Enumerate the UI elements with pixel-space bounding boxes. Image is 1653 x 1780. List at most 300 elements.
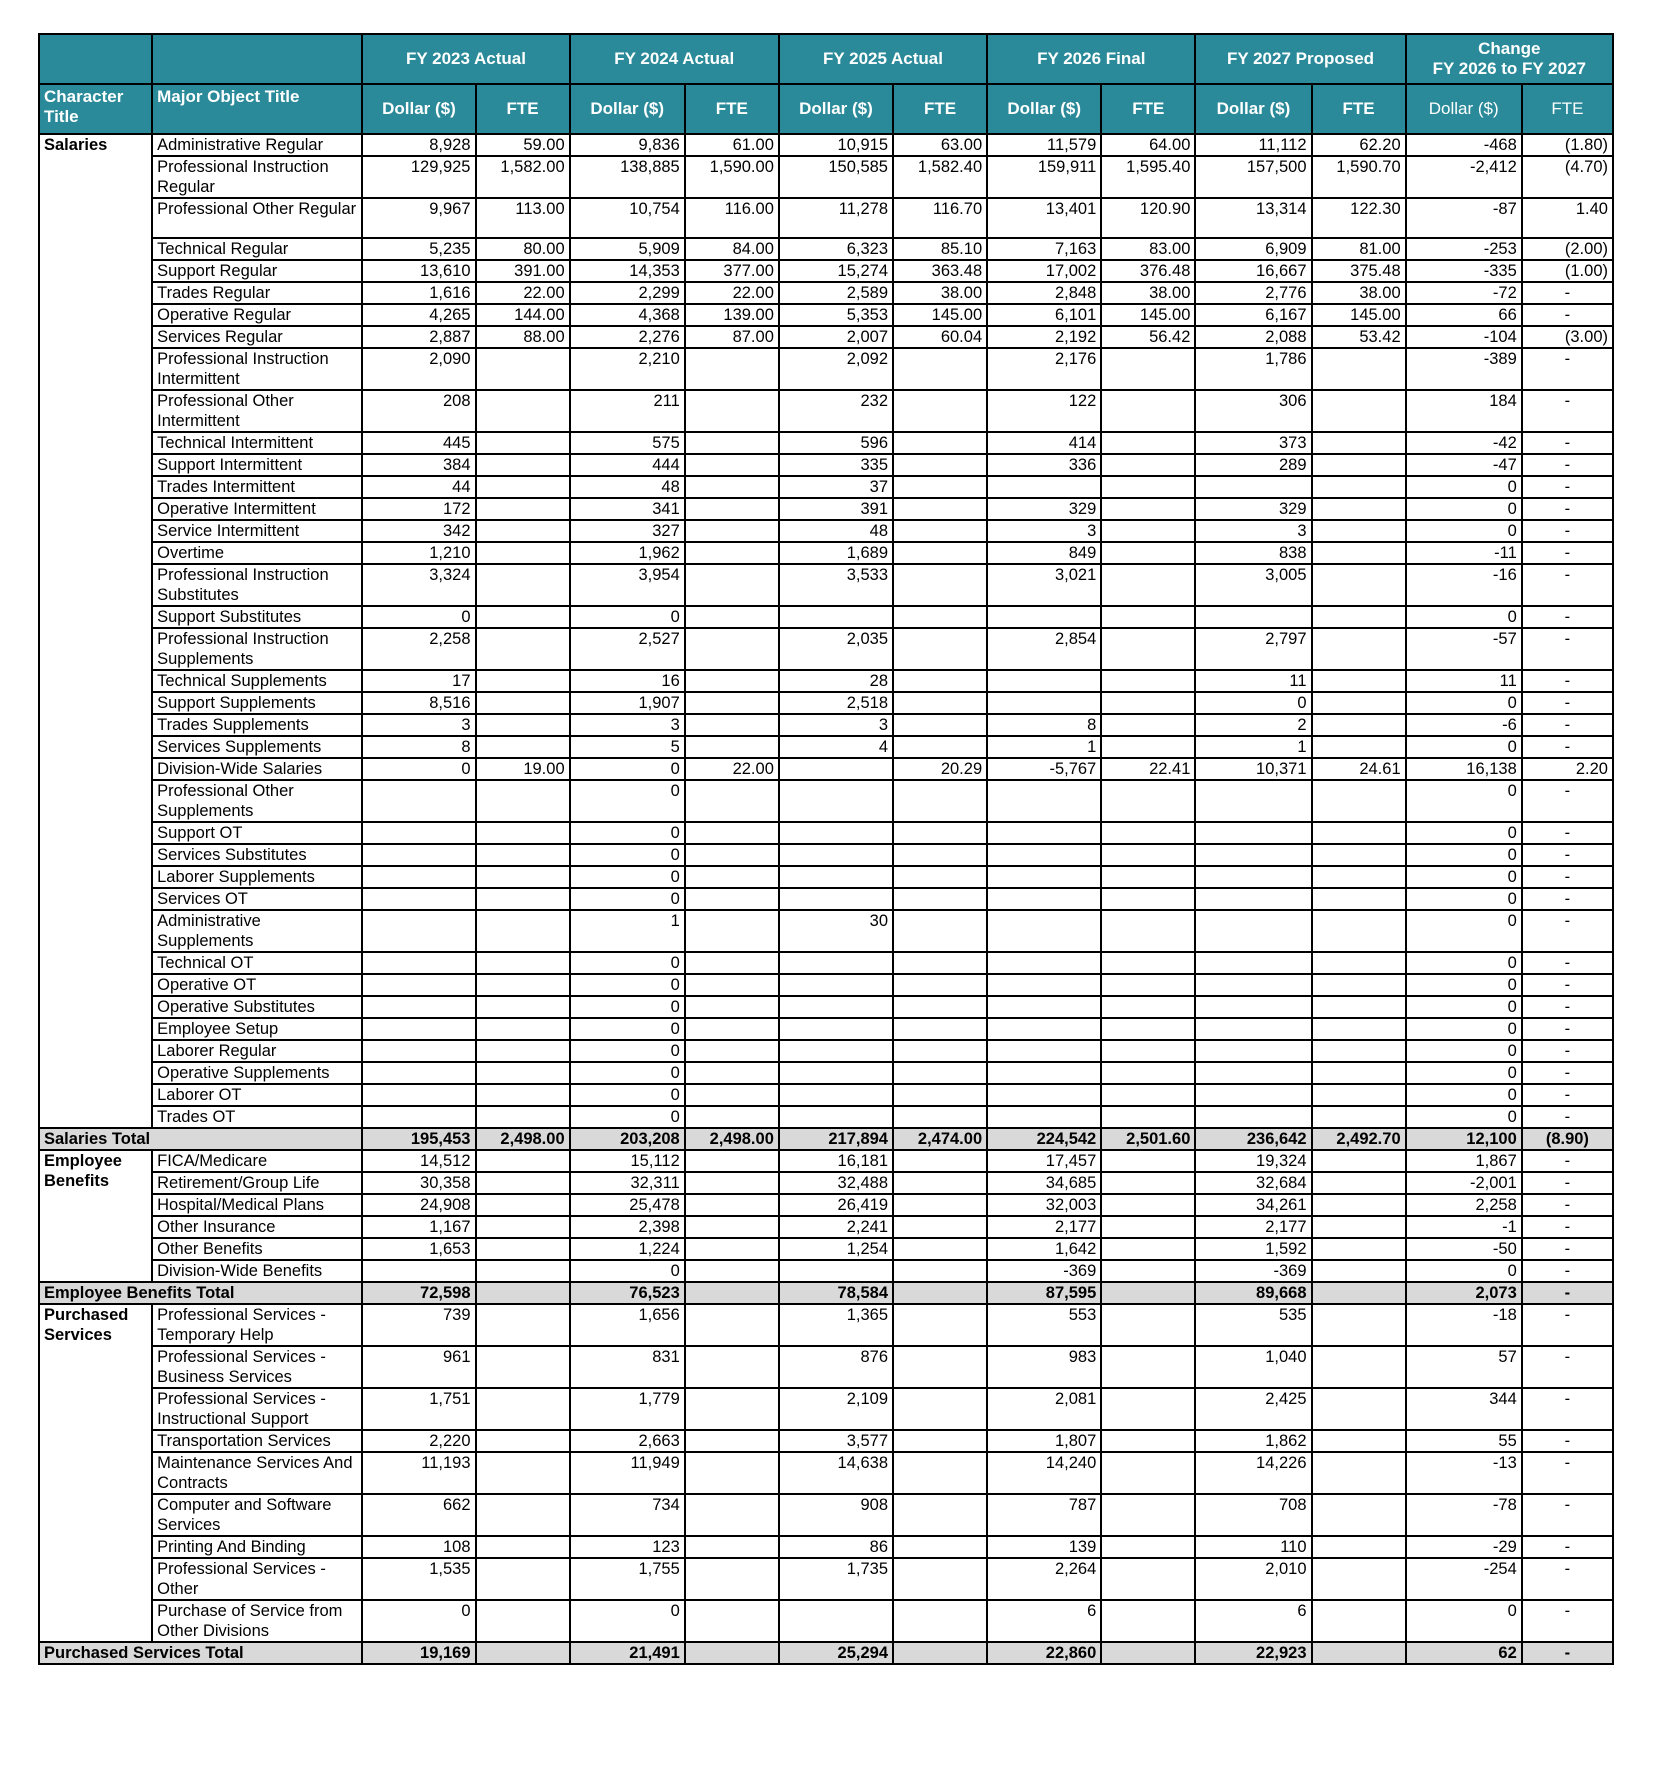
fte-cell xyxy=(685,822,779,844)
dollar-cell xyxy=(362,888,475,910)
dollar-cell xyxy=(987,910,1101,952)
dollar-cell: 2,210 xyxy=(570,348,685,390)
fte-cell xyxy=(685,1304,779,1346)
dollar-cell: 2,425 xyxy=(1195,1388,1311,1430)
fte-cell xyxy=(476,1346,570,1388)
dollar-cell: 983 xyxy=(987,1346,1101,1388)
dollar-cell xyxy=(779,844,893,866)
major-object-cell: Services Regular xyxy=(152,326,362,348)
fte-cell xyxy=(1312,1452,1406,1494)
fte-cell xyxy=(1312,910,1406,952)
fte-cell xyxy=(893,564,987,606)
dollar-cell xyxy=(987,1018,1101,1040)
dollar-cell: 1,224 xyxy=(570,1238,685,1260)
fte-cell xyxy=(1312,1062,1406,1084)
table-row xyxy=(39,498,1613,520)
total-dollar-cell: 76,523 xyxy=(570,1282,685,1304)
dollar-cell: 876 xyxy=(779,1346,893,1388)
fte-cell xyxy=(1312,628,1406,670)
dollar-cell: 55 xyxy=(1406,1430,1522,1452)
table-row xyxy=(39,714,1613,736)
major-object-cell: Professional Other Regular xyxy=(152,198,362,238)
dollar-cell: 1,653 xyxy=(362,1238,475,1260)
dollar-cell: 2,109 xyxy=(779,1388,893,1430)
dollar-cell: 1,210 xyxy=(362,542,475,564)
dollar-cell xyxy=(362,996,475,1018)
fte-cell xyxy=(685,1430,779,1452)
fte-cell: - xyxy=(1522,454,1613,476)
fte-cell xyxy=(893,432,987,454)
fte-cell: 22.00 xyxy=(476,282,570,304)
total-dollar-cell: 72,598 xyxy=(362,1282,475,1304)
dollar-cell: 0 xyxy=(1406,692,1522,714)
dollar-cell: -13 xyxy=(1406,1452,1522,1494)
header-dollar: Dollar ($) xyxy=(570,84,685,134)
fte-cell: 84.00 xyxy=(685,238,779,260)
table-row xyxy=(39,1388,1613,1430)
dollar-cell: 3 xyxy=(362,714,475,736)
major-object-cell: Laborer Regular xyxy=(152,1040,362,1062)
dollar-cell xyxy=(987,780,1101,822)
major-object-cell: Trades Intermittent xyxy=(152,476,362,498)
dollar-cell: 26,419 xyxy=(779,1194,893,1216)
dollar-cell: 0 xyxy=(570,888,685,910)
dollar-cell xyxy=(779,1600,893,1642)
total-dollar-cell: 21,491 xyxy=(570,1642,685,1664)
dollar-cell: -29 xyxy=(1406,1536,1522,1558)
fte-cell: 116.70 xyxy=(893,198,987,238)
dollar-cell: 596 xyxy=(779,432,893,454)
character-title-cell: Salaries xyxy=(39,134,152,1128)
table-row xyxy=(39,736,1613,758)
dollar-cell: 11,193 xyxy=(362,1452,475,1494)
dollar-cell: 0 xyxy=(362,758,475,780)
fte-cell: - xyxy=(1522,670,1613,692)
fte-cell xyxy=(476,888,570,910)
fte-cell: - xyxy=(1522,498,1613,520)
table-row xyxy=(39,1084,1613,1106)
dollar-cell: 32,684 xyxy=(1195,1172,1311,1194)
fte-cell xyxy=(893,670,987,692)
dollar-cell: 2,088 xyxy=(1195,326,1311,348)
dollar-cell: 0 xyxy=(1406,1084,1522,1106)
dollar-cell: 57 xyxy=(1406,1346,1522,1388)
fte-cell: (1.00) xyxy=(1522,260,1613,282)
fte-cell xyxy=(893,628,987,670)
dollar-cell: -16 xyxy=(1406,564,1522,606)
dollar-cell: 2 xyxy=(1195,714,1311,736)
major-object-cell: Hospital/Medical Plans xyxy=(152,1194,362,1216)
dollar-cell: 0 xyxy=(1406,952,1522,974)
total-row xyxy=(39,1642,1613,1664)
dollar-cell: -42 xyxy=(1406,432,1522,454)
dollar-cell: 0 xyxy=(570,996,685,1018)
fte-cell xyxy=(685,1388,779,1430)
fte-cell xyxy=(1312,1018,1406,1040)
total-row xyxy=(39,1128,1613,1150)
dollar-cell: 25,478 xyxy=(570,1194,685,1216)
dollar-cell xyxy=(1195,844,1311,866)
dollar-cell: 1,616 xyxy=(362,282,475,304)
fte-cell xyxy=(893,1430,987,1452)
fte-cell xyxy=(685,692,779,714)
fte-cell xyxy=(476,476,570,498)
table-row xyxy=(39,670,1613,692)
dollar-cell: -2,001 xyxy=(1406,1172,1522,1194)
fte-cell xyxy=(893,780,987,822)
dollar-cell: 2,797 xyxy=(1195,628,1311,670)
major-object-cell: Professional Services - Business Services xyxy=(152,1346,362,1388)
fte-cell xyxy=(893,888,987,910)
fte-cell xyxy=(476,1304,570,1346)
fte-cell xyxy=(476,1062,570,1084)
fte-cell xyxy=(893,822,987,844)
dollar-cell: 4,368 xyxy=(570,304,685,326)
header-fte: FTE xyxy=(685,84,779,134)
dollar-cell xyxy=(1195,866,1311,888)
fte-cell xyxy=(1312,996,1406,1018)
dollar-cell: 2,299 xyxy=(570,282,685,304)
dollar-cell: -6 xyxy=(1406,714,1522,736)
dollar-cell: -78 xyxy=(1406,1494,1522,1536)
fte-cell: - xyxy=(1522,822,1613,844)
table-row xyxy=(39,1216,1613,1238)
dollar-cell: 7,163 xyxy=(987,238,1101,260)
dollar-cell xyxy=(1195,996,1311,1018)
dollar-cell: 150,585 xyxy=(779,156,893,198)
table-row xyxy=(39,1430,1613,1452)
fte-cell xyxy=(893,736,987,758)
fte-cell xyxy=(685,736,779,758)
table-row xyxy=(39,454,1613,476)
fte-cell xyxy=(893,952,987,974)
fte-cell: - xyxy=(1522,1430,1613,1452)
fte-cell xyxy=(1312,432,1406,454)
fte-cell xyxy=(1101,1084,1195,1106)
fte-cell xyxy=(685,432,779,454)
dollar-cell: 17,002 xyxy=(987,260,1101,282)
fte-cell xyxy=(685,1260,779,1282)
fte-cell: 64.00 xyxy=(1101,134,1195,156)
fte-cell: 62.20 xyxy=(1312,134,1406,156)
dollar-cell xyxy=(779,1040,893,1062)
dollar-cell xyxy=(362,780,475,822)
dollar-cell xyxy=(779,974,893,996)
fte-cell: - xyxy=(1522,1304,1613,1346)
major-object-cell: Operative Supplements xyxy=(152,1062,362,1084)
header-blank-obj xyxy=(152,34,362,84)
dollar-cell xyxy=(362,844,475,866)
fte-cell xyxy=(476,1018,570,1040)
fte-cell xyxy=(893,910,987,952)
fte-cell: (2.00) xyxy=(1522,238,1613,260)
fte-cell xyxy=(476,1430,570,1452)
fte-cell xyxy=(1312,520,1406,542)
dollar-cell xyxy=(362,1084,475,1106)
dollar-cell: 110 xyxy=(1195,1536,1311,1558)
fte-cell: - xyxy=(1522,952,1613,974)
dollar-cell: 1,592 xyxy=(1195,1238,1311,1260)
fte-cell xyxy=(1312,1260,1406,1282)
dollar-cell: -2,412 xyxy=(1406,156,1522,198)
dollar-cell xyxy=(362,866,475,888)
major-object-cell: Overtime xyxy=(152,542,362,564)
fte-cell xyxy=(685,542,779,564)
total-dollar-cell: 89,668 xyxy=(1195,1282,1311,1304)
dollar-cell: 0 xyxy=(570,952,685,974)
dollar-cell: 0 xyxy=(570,606,685,628)
dollar-cell: 232 xyxy=(779,390,893,432)
fte-cell xyxy=(685,1040,779,1062)
fte-cell xyxy=(893,692,987,714)
dollar-cell: 30,358 xyxy=(362,1172,475,1194)
dollar-cell xyxy=(779,1106,893,1128)
fte-cell: - xyxy=(1522,1346,1613,1388)
dollar-cell: 0 xyxy=(1406,974,1522,996)
total-fte-cell xyxy=(685,1282,779,1304)
dollar-cell: 391 xyxy=(779,498,893,520)
fte-cell: - xyxy=(1522,1172,1613,1194)
total-dollar-cell: 19,169 xyxy=(362,1642,475,1664)
dollar-cell: 1,642 xyxy=(987,1238,1101,1260)
dollar-cell: 336 xyxy=(987,454,1101,476)
total-label: Employee Benefits Total xyxy=(39,1282,362,1304)
fte-cell: - xyxy=(1522,476,1613,498)
fte-cell xyxy=(893,542,987,564)
dollar-cell: 1,735 xyxy=(779,1558,893,1600)
fte-cell xyxy=(893,1150,987,1172)
fte-cell xyxy=(476,390,570,432)
dollar-cell: 849 xyxy=(987,542,1101,564)
major-object-cell: Services OT xyxy=(152,888,362,910)
fte-cell xyxy=(1312,476,1406,498)
dollar-cell xyxy=(987,692,1101,714)
fte-cell: - xyxy=(1522,1018,1613,1040)
dollar-cell: 787 xyxy=(987,1494,1101,1536)
dollar-cell: 1,689 xyxy=(779,542,893,564)
dollar-cell: 0 xyxy=(362,606,475,628)
fte-cell xyxy=(1312,1558,1406,1600)
table-row xyxy=(39,822,1613,844)
fte-cell: 59.00 xyxy=(476,134,570,156)
fte-cell xyxy=(476,1494,570,1536)
fte-cell xyxy=(1101,1452,1195,1494)
dollar-cell: 11 xyxy=(1406,670,1522,692)
dollar-cell: 0 xyxy=(1406,736,1522,758)
dollar-cell: 8 xyxy=(987,714,1101,736)
dollar-cell xyxy=(987,866,1101,888)
table-row xyxy=(39,952,1613,974)
dollar-cell: 0 xyxy=(570,822,685,844)
fte-cell: 38.00 xyxy=(893,282,987,304)
table-row xyxy=(39,390,1613,432)
dollar-cell: 129,925 xyxy=(362,156,475,198)
fte-cell xyxy=(476,1600,570,1642)
fte-cell: 139.00 xyxy=(685,304,779,326)
fte-cell xyxy=(1312,454,1406,476)
header-row-columns xyxy=(39,84,1613,134)
budget-table-container xyxy=(38,33,1614,1665)
dollar-cell: 16,181 xyxy=(779,1150,893,1172)
header-fte: FTE xyxy=(476,84,570,134)
dollar-cell: 535 xyxy=(1195,1304,1311,1346)
fte-cell xyxy=(476,910,570,952)
dollar-cell xyxy=(362,822,475,844)
fte-cell xyxy=(1312,670,1406,692)
fte-cell xyxy=(893,348,987,390)
dollar-cell: 3 xyxy=(779,714,893,736)
dollar-cell: 9,836 xyxy=(570,134,685,156)
fte-cell xyxy=(1101,1040,1195,1062)
character-title-cell: Purchased Services xyxy=(39,1304,152,1642)
fte-cell: 377.00 xyxy=(685,260,779,282)
dollar-cell: 344 xyxy=(1406,1388,1522,1430)
dollar-cell: 3,021 xyxy=(987,564,1101,606)
major-object-cell: Services Substitutes xyxy=(152,844,362,866)
major-object-cell: Trades Supplements xyxy=(152,714,362,736)
fte-cell xyxy=(893,454,987,476)
dollar-cell: 2,663 xyxy=(570,1430,685,1452)
fte-cell xyxy=(1312,1106,1406,1128)
table-row xyxy=(39,1040,1613,1062)
dollar-cell: 739 xyxy=(362,1304,475,1346)
dollar-cell xyxy=(987,952,1101,974)
total-fte-cell xyxy=(893,1282,987,1304)
fte-cell xyxy=(893,1194,987,1216)
table-row xyxy=(39,134,1613,156)
table-row xyxy=(39,996,1613,1018)
major-object-cell: Support Regular xyxy=(152,260,362,282)
dollar-cell xyxy=(987,844,1101,866)
fte-cell xyxy=(1312,692,1406,714)
dollar-cell: 1 xyxy=(570,910,685,952)
fte-cell: 22.00 xyxy=(685,282,779,304)
major-object-cell: Computer and Software Services xyxy=(152,1494,362,1536)
fte-cell xyxy=(476,454,570,476)
fte-cell: - xyxy=(1522,1238,1613,1260)
fte-cell: - xyxy=(1522,1558,1613,1600)
major-object-cell: Technical OT xyxy=(152,952,362,974)
dollar-cell xyxy=(779,1018,893,1040)
fte-cell xyxy=(685,1216,779,1238)
fte-cell: - xyxy=(1522,304,1613,326)
table-row xyxy=(39,156,1613,198)
fte-cell: - xyxy=(1522,348,1613,390)
fte-cell xyxy=(685,1238,779,1260)
dollar-cell xyxy=(779,606,893,628)
fte-cell xyxy=(685,996,779,1018)
fte-cell xyxy=(1101,1536,1195,1558)
fte-cell xyxy=(1101,670,1195,692)
dollar-cell: 2,192 xyxy=(987,326,1101,348)
fte-cell xyxy=(893,476,987,498)
fte-cell xyxy=(893,606,987,628)
fte-cell: 83.00 xyxy=(1101,238,1195,260)
fte-cell: 53.42 xyxy=(1312,326,1406,348)
fte-cell xyxy=(1312,1194,1406,1216)
table-row xyxy=(39,1536,1613,1558)
fte-cell: - xyxy=(1522,1150,1613,1172)
dollar-cell xyxy=(362,910,475,952)
fte-cell xyxy=(1312,844,1406,866)
dollar-cell: 373 xyxy=(1195,432,1311,454)
fte-cell xyxy=(893,1304,987,1346)
dollar-cell: 6,101 xyxy=(987,304,1101,326)
dollar-cell: 2,090 xyxy=(362,348,475,390)
fte-cell: - xyxy=(1522,888,1613,910)
fte-cell: 63.00 xyxy=(893,134,987,156)
dollar-cell: 0 xyxy=(362,1600,475,1642)
dollar-cell: 159,911 xyxy=(987,156,1101,198)
dollar-cell: 16 xyxy=(570,670,685,692)
table-row xyxy=(39,260,1613,282)
dollar-cell xyxy=(1195,822,1311,844)
fte-cell: 22.41 xyxy=(1101,758,1195,780)
fte-cell xyxy=(476,1558,570,1600)
dollar-cell: 961 xyxy=(362,1346,475,1388)
dollar-cell: -104 xyxy=(1406,326,1522,348)
dollar-cell: 0 xyxy=(1406,780,1522,822)
major-object-cell: Professional Other Intermittent xyxy=(152,390,362,432)
dollar-cell xyxy=(1195,1018,1311,1040)
dollar-cell: -47 xyxy=(1406,454,1522,476)
fte-cell xyxy=(1312,542,1406,564)
major-object-cell: Maintenance Services And Contracts xyxy=(152,1452,362,1494)
dollar-cell: 2,887 xyxy=(362,326,475,348)
dollar-cell: 3 xyxy=(570,714,685,736)
table-row xyxy=(39,304,1613,326)
fte-cell xyxy=(1101,736,1195,758)
dollar-cell: 24,908 xyxy=(362,1194,475,1216)
dollar-cell: 66 xyxy=(1406,304,1522,326)
dollar-cell xyxy=(1195,1062,1311,1084)
dollar-cell: 48 xyxy=(779,520,893,542)
fte-cell xyxy=(476,1150,570,1172)
dollar-cell xyxy=(362,1260,475,1282)
total-row xyxy=(39,1282,1613,1304)
fte-cell xyxy=(1101,1304,1195,1346)
dollar-cell: 908 xyxy=(779,1494,893,1536)
dollar-cell: 9,967 xyxy=(362,198,475,238)
budget-table xyxy=(38,33,1614,1665)
fte-cell xyxy=(893,1062,987,1084)
dollar-cell: 0 xyxy=(1406,1062,1522,1084)
dollar-cell xyxy=(362,974,475,996)
dollar-cell: 2,848 xyxy=(987,282,1101,304)
header-dollar: Dollar ($) xyxy=(1195,84,1311,134)
dollar-cell: 6,909 xyxy=(1195,238,1311,260)
fte-cell: 1,582.00 xyxy=(476,156,570,198)
fte-cell: - xyxy=(1522,996,1613,1018)
dollar-cell: 86 xyxy=(779,1536,893,1558)
dollar-cell: 0 xyxy=(1406,1040,1522,1062)
dollar-cell: 3,577 xyxy=(779,1430,893,1452)
fte-cell: 122.30 xyxy=(1312,198,1406,238)
fte-cell xyxy=(1101,542,1195,564)
fte-cell xyxy=(476,736,570,758)
fte-cell xyxy=(1312,1040,1406,1062)
fte-cell: 38.00 xyxy=(1101,282,1195,304)
total-fte-cell xyxy=(1101,1642,1195,1664)
dollar-cell: 0 xyxy=(570,1260,685,1282)
total-fte-cell xyxy=(1101,1282,1195,1304)
fte-cell xyxy=(685,606,779,628)
header-dollar: Dollar ($) xyxy=(362,84,475,134)
major-object-cell: Professional Services - Instructional Support xyxy=(152,1388,362,1430)
total-fte-cell xyxy=(1312,1282,1406,1304)
dollar-cell: 0 xyxy=(570,1062,685,1084)
fte-cell: - xyxy=(1522,564,1613,606)
